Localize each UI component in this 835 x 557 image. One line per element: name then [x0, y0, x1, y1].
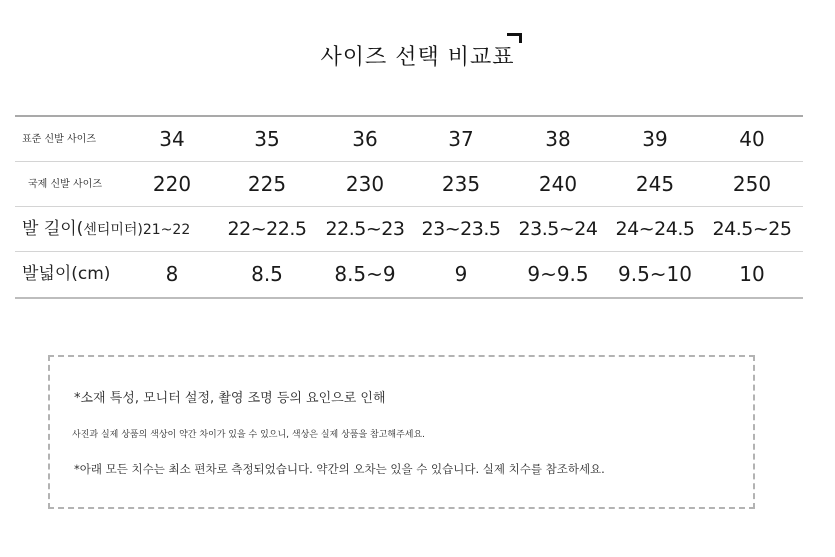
- row-label-foot-length-sub: 센티미터)21~22: [83, 222, 191, 238]
- table-cell: 23~23.5: [421, 218, 501, 240]
- table-cell: 8: [165, 262, 179, 286]
- row-label-standard-size: 표준 신발 사이즈: [22, 134, 96, 145]
- notice-line-measurement: *아래 모든 치수는 최소 편차로 측정되었습니다. 약간의 오차는 있을 수 있습니다. 실제 치수를 참조하세요.: [74, 462, 605, 476]
- corner-bracket-mark: [507, 33, 522, 43]
- table-cell: 37: [448, 127, 474, 151]
- table-cell: 39: [642, 127, 668, 151]
- table-cell: 235: [441, 172, 481, 196]
- page-title: 사이즈 선택 비교표: [320, 45, 515, 70]
- notice-line-color: 사진과 실제 상품의 색상이 약간 차이가 있을 수 있으니, 색상은 실제 상품을 참고해주세요.: [72, 430, 426, 440]
- row-label-international-size: 국제 신발 사이즈: [28, 179, 102, 190]
- table-cell: 22.5~23: [325, 218, 405, 240]
- table-cell: 250: [732, 172, 772, 196]
- size-comparison-table: [15, 115, 803, 299]
- table-cell: 240: [538, 172, 578, 196]
- row-label-foot-length-main: 발 길이(: [22, 219, 84, 239]
- table-cell: 230: [345, 172, 385, 196]
- table-row-international-size: [15, 162, 803, 207]
- table-cell: 35: [254, 127, 280, 151]
- row-label-foot-width: 발넓이(cm): [22, 264, 111, 284]
- table-cell: 225: [247, 172, 287, 196]
- table-cell: 24~24.5: [615, 218, 695, 240]
- table-row-foot-width: [15, 252, 803, 297]
- table-cell: 23.5~24: [518, 218, 598, 240]
- row-label-foot-length: [22, 207, 190, 252]
- table-cell: 245: [635, 172, 675, 196]
- table-cell: 220: [152, 172, 192, 196]
- table-row-foot-length: [15, 207, 803, 252]
- table-row-standard-size: [15, 117, 803, 162]
- table-cell: 40: [739, 127, 765, 151]
- table-cell: 24.5~25: [712, 218, 792, 240]
- table-cell: 9.5~10: [617, 262, 692, 286]
- table-cell: 8.5~9: [334, 262, 396, 286]
- notice-box: [48, 355, 755, 509]
- table-cell: 22~22.5: [227, 218, 307, 240]
- table-cell: 10: [739, 262, 765, 286]
- notice-line-material: *소재 특성, 모니터 설정, 촬영 조명 등의 요인으로 인해: [74, 391, 386, 406]
- table-cell: 9: [454, 262, 468, 286]
- table-cell: 9~9.5: [527, 262, 589, 286]
- table-cell: 38: [545, 127, 571, 151]
- table-cell: 36: [352, 127, 378, 151]
- table-cell: 34: [159, 127, 185, 151]
- table-cell: 8.5: [251, 262, 283, 286]
